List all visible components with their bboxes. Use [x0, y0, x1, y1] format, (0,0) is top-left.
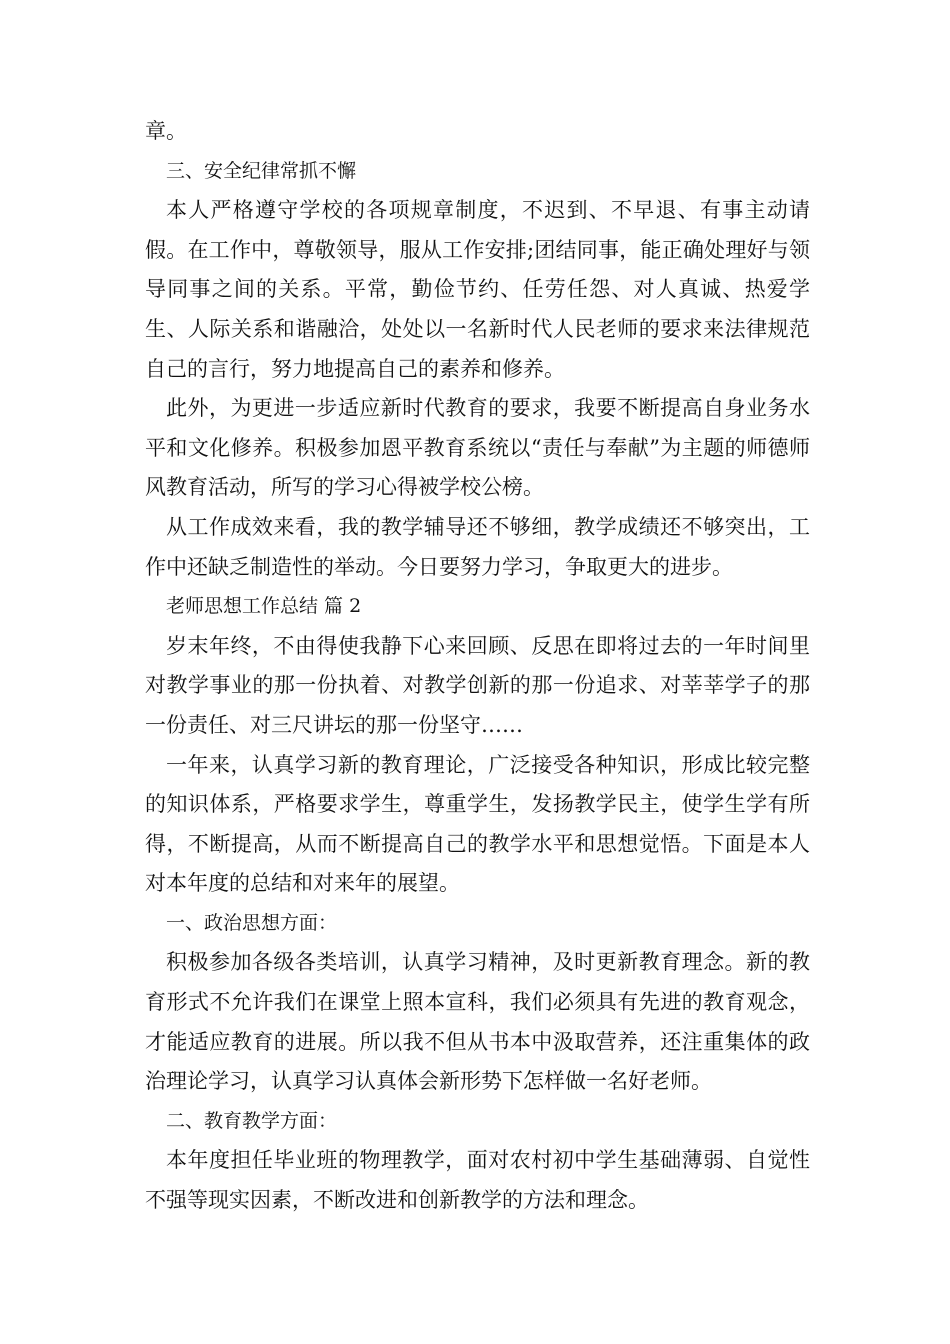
- paragraph-work-results: 从工作成效来看，我的教学辅导还不够细，教学成绩还不够突出，工作中还缺乏制造性的举动。今日要努力学习，争取更大的进步。: [145, 514, 810, 579]
- article-title-part-2: 老师思想工作总结 篇 2: [166, 595, 362, 618]
- section-heading-political-thought: 一、政治思想方面：: [166, 911, 338, 934]
- paragraph-rules: 本人严格遵守学校的各项规章制度，不迟到、不早退、有事主动请假。在工作中，尊敬领导，服从工作安排;团结同事，能正确处理好与领导同事之间的关系。平常，勤俭节约、任劳任怨、对人真诚、热爱学生、人际关系和谐融洽，处处以一名新时代人民老师的要求来法律规范自己的言行，努力地提高自己的素养和修养。: [145, 198, 810, 381]
- paragraph-year-end-reflection: 岁末年终，不由得使我静下心来回顾、反思在即将过去的一年时间里对教学事业的那一份执着、对教学创新的那一份追求、对莘莘学子的那一份责任、对三尺讲坛的那一份坚守……: [145, 633, 810, 737]
- document-body: [145, 112, 810, 1221]
- paragraph-continuation: 章。: [145, 119, 187, 143]
- paragraph-professional-growth: 此外，为更进一步适应新时代教育的要求，我要不断提高自身业务水平和文化修养。积极参加恩平教育系统以“责任与奉献”为主题的师德师风教育活动，所写的学习心得被学校公榜。: [145, 396, 810, 500]
- section-heading-safety-discipline: 三、安全纪律常抓不懈: [166, 159, 357, 182]
- paragraph-training: 积极参加各级各类培训，认真学习精神，及时更新教育理念。新的教育形式不允许我们在课堂上照本宣科，我们必须具有先进的教育观念，才能适应教育的进展。所以我不但从书本中汲取营养，还注重集体的政治理论学习，认真学习认真体会新形势下怎样做一名好老师。: [145, 950, 810, 1094]
- section-heading-teaching: 二、教育教学方面：: [166, 1109, 338, 1132]
- paragraph-year-summary: 一年来，认真学习新的教育理论，广泛接受各种知识，形成比较完整的知识体系，严格要求学生，尊重学生，发扬教学民主，使学生学有所得，不断提高，从而不断提高自己的教学水平和思想觉悟。下面是本人对本年度的总结和对来年的展望。: [145, 752, 810, 896]
- paragraph-physics-teaching: 本年度担任毕业班的物理教学，面对农村初中学生基础薄弱、自觉性不强等现实因素，不断改进和创新教学的方法和理念。: [145, 1148, 810, 1213]
